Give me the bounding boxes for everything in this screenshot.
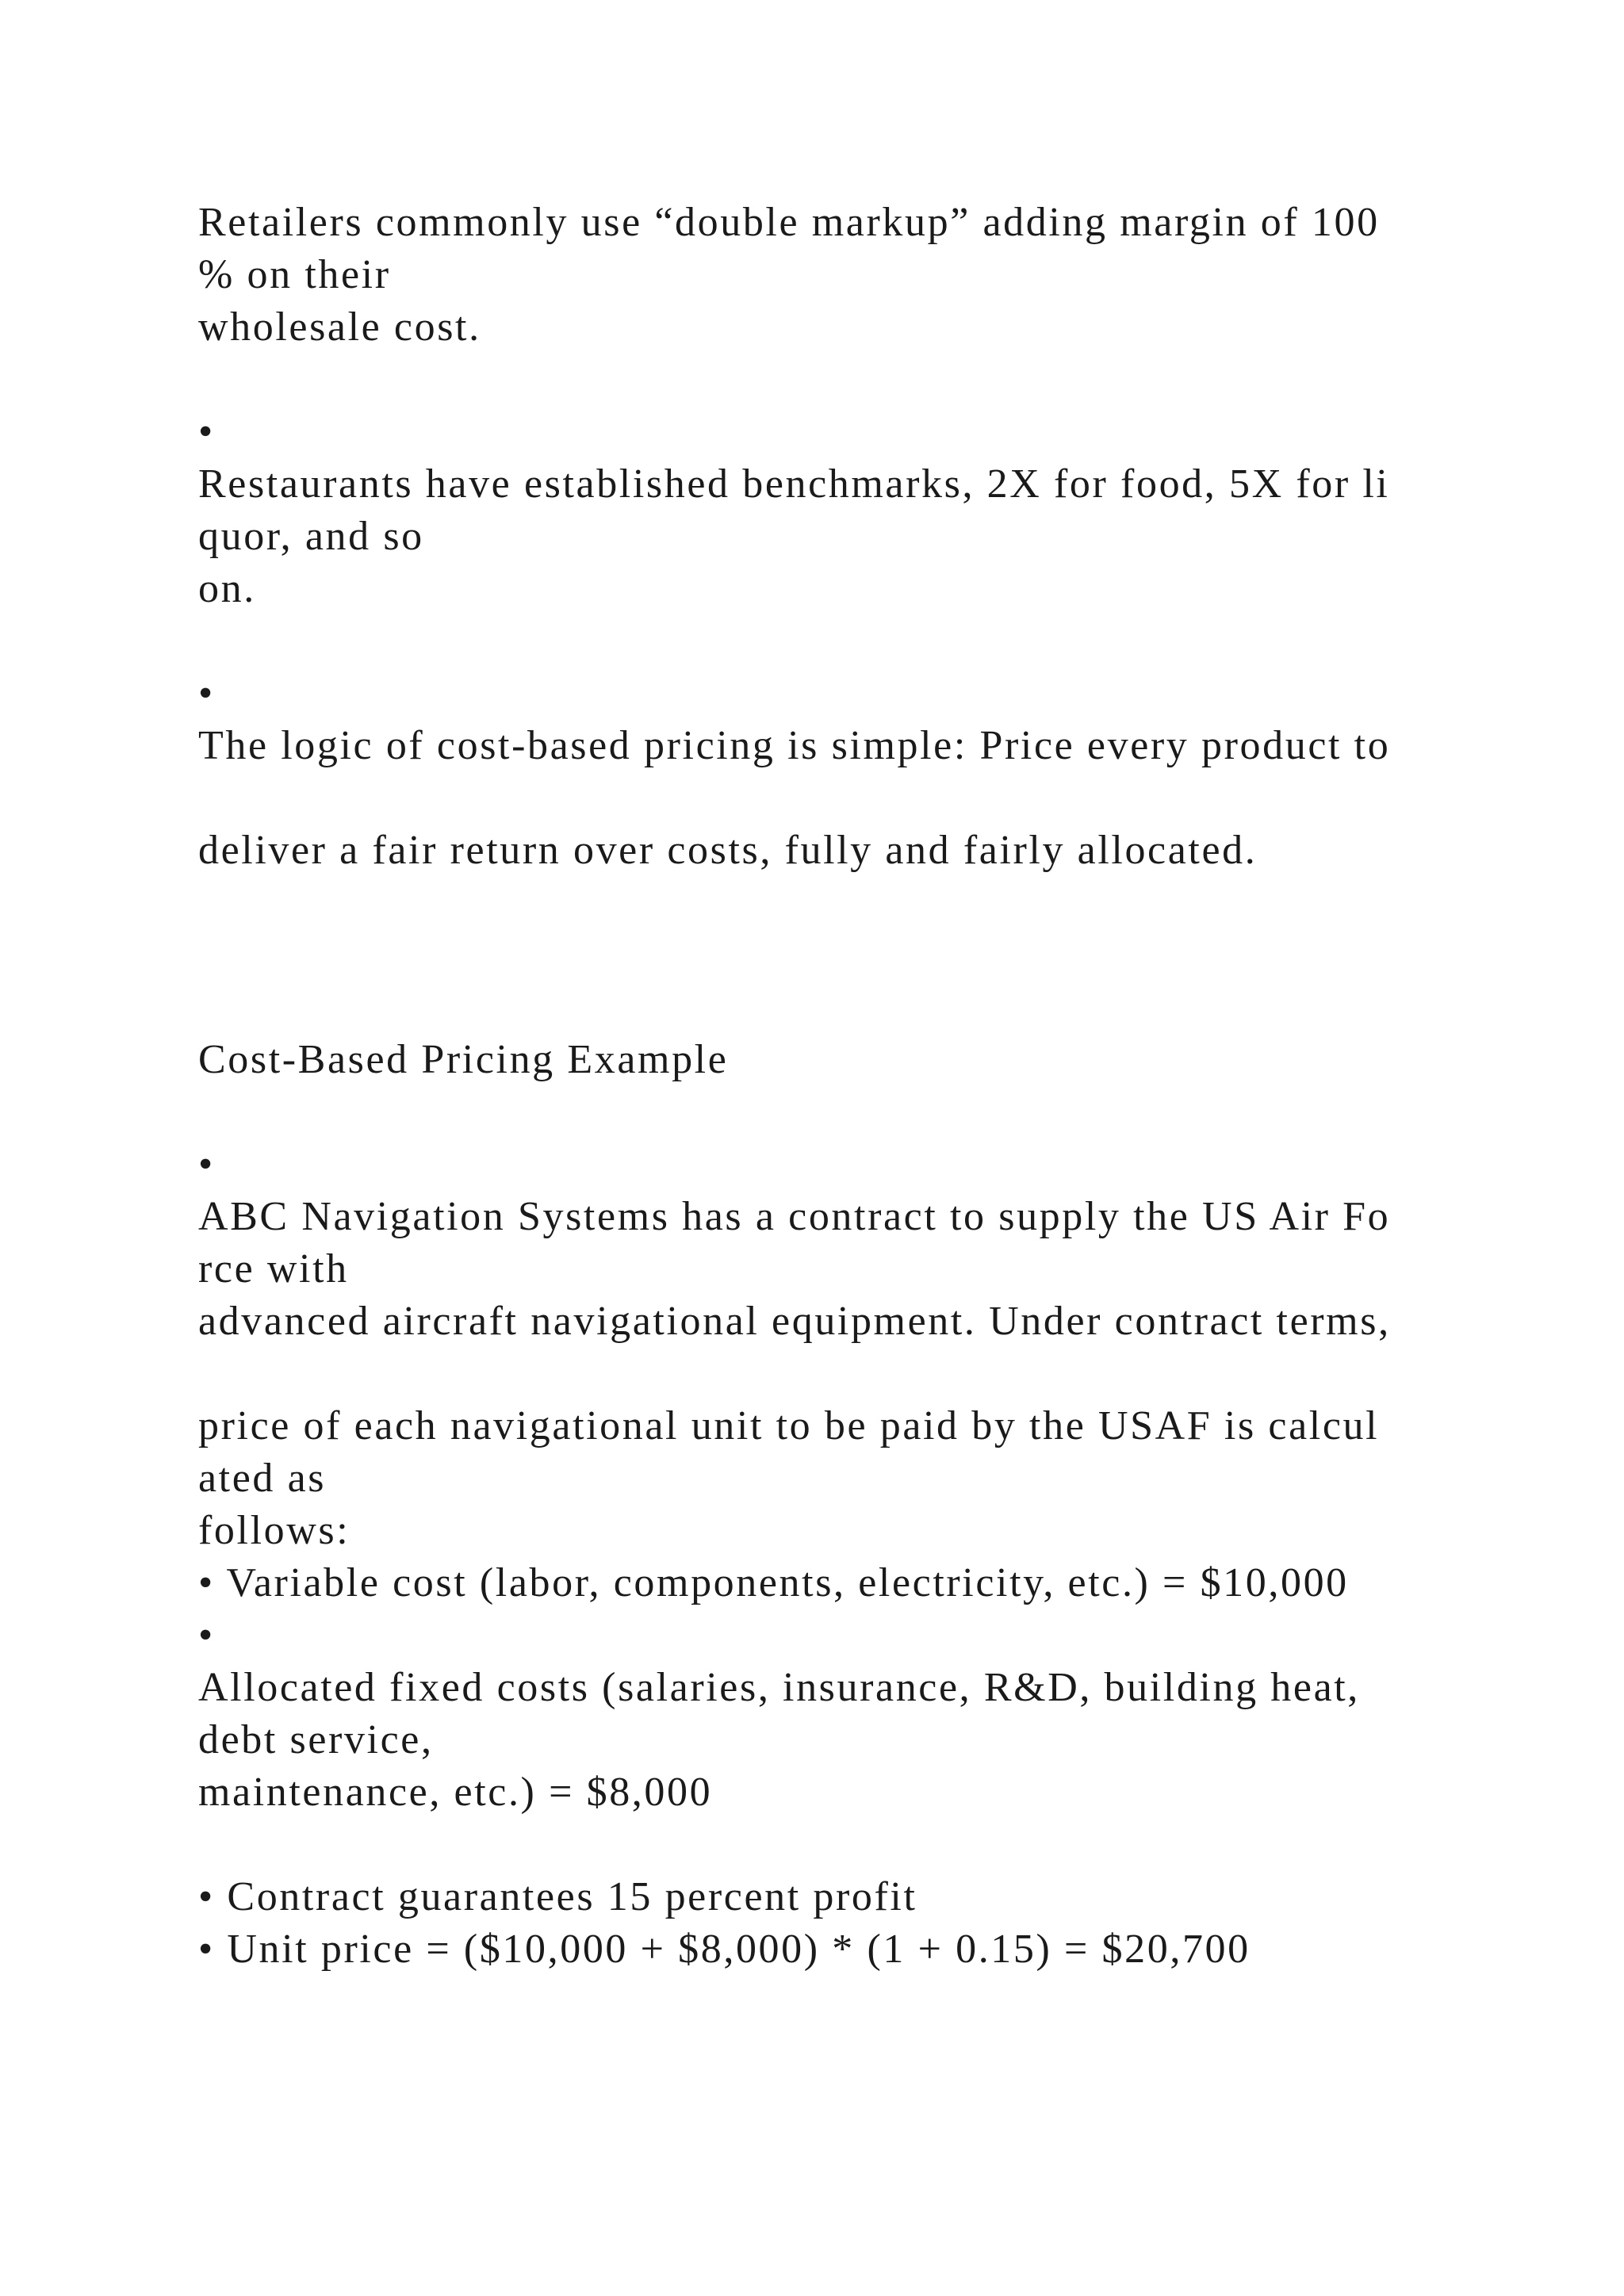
text-line: follows: — [198, 1508, 350, 1553]
text-line: ated as — [198, 1456, 327, 1501]
text-line: Restaurants have established benchmarks, 2X for food, 5X for li — [198, 461, 1390, 507]
bullet-item: • Contract guarantees 15 percent profit — [198, 1874, 917, 1919]
bullet-item: • Unit price = ($10,000 + $8,000) * (1 + 0.15) = $20,700 — [198, 1927, 1251, 1972]
text-line: deliver a fair return over costs, fully and fairly allocated. — [198, 828, 1258, 873]
text-line: price of each navigational unit to be paid by the USAF is calcul — [198, 1403, 1380, 1448]
text-line: rce with — [198, 1246, 349, 1292]
bullet-marker: • — [198, 671, 215, 716]
text-line: on. — [198, 566, 256, 611]
text-line: wholesale cost. — [198, 304, 481, 350]
text-line: The logic of cost-based pricing is simple: Price every product to — [198, 723, 1391, 768]
text-line: ABC Navigation Systems has a contract to supply the US Air Fo — [198, 1194, 1391, 1239]
text-line: % on their — [198, 252, 391, 297]
section-heading: Cost-Based Pricing Example — [198, 1037, 729, 1082]
text-line: quor, and so — [198, 514, 424, 559]
text-line: Allocated fixed costs (salaries, insurance, R&D, building heat, — [198, 1665, 1360, 1710]
text-line: advanced aircraft navigational equipment. Under contract terms, — [198, 1299, 1391, 1344]
text-line: debt service, — [198, 1717, 434, 1762]
bullet-marker: • — [198, 409, 215, 454]
text-line: maintenance, etc.) = $8,000 — [198, 1770, 713, 1815]
bullet-marker: • — [198, 1142, 215, 1187]
bullet-item: • Variable cost (labor, components, electricity, etc.) = $10,000 — [198, 1560, 1349, 1605]
bullet-marker: • — [198, 1613, 215, 1658]
text-line: Retailers commonly use “double markup” adding margin of 100 — [198, 200, 1380, 245]
